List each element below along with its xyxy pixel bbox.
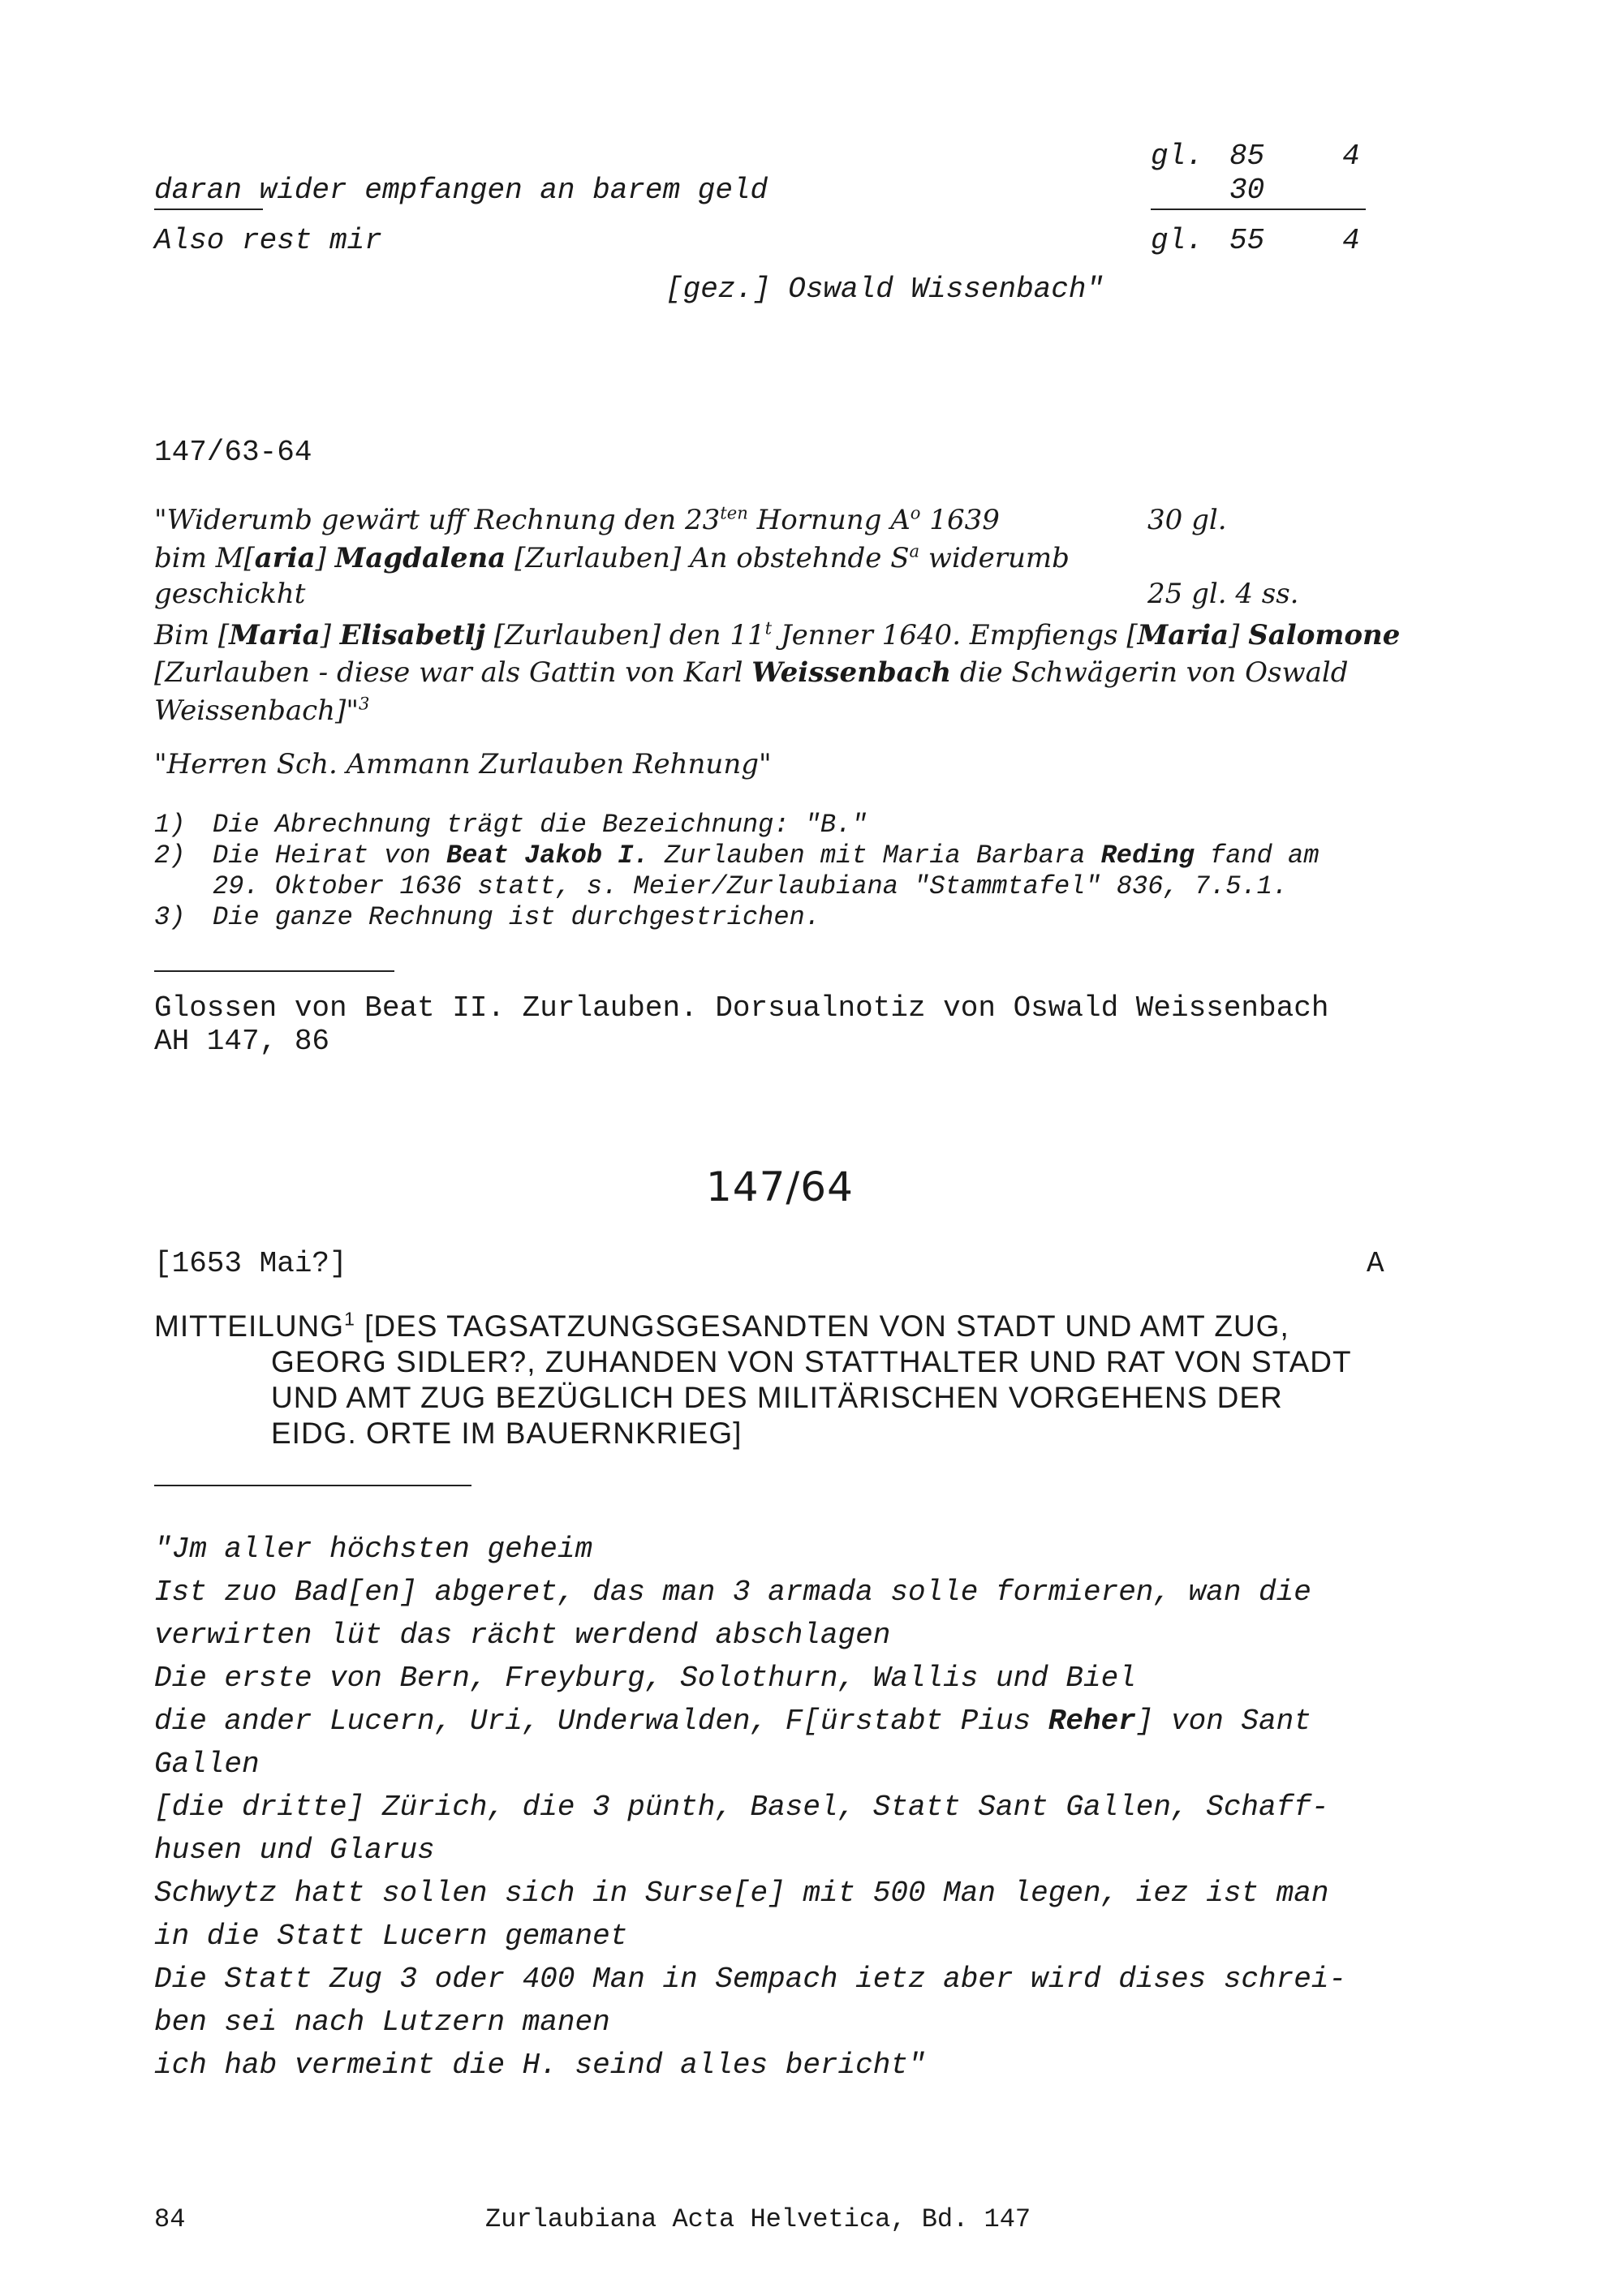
- text-line-11: Die Statt Zug 3 oder 400 Man in Sempach ietz aber wird dises schrei-: [154, 1963, 1347, 1996]
- script-line-4: Bim [Maria] Elisabetlj [Zurlauben] den 11$^t$ Jenner 1640. Empfiengs [Maria] Salomone: [154, 617, 1401, 651]
- document-number: 147/63-64: [154, 436, 312, 469]
- document-date: [1653 Mai?]: [154, 1247, 347, 1280]
- script-line-3-amount: 25 gl. 4 ss.: [1147, 578, 1299, 610]
- account-row3-currency: gl.: [1151, 224, 1203, 257]
- account-row1-currency: gl.: [1151, 140, 1203, 173]
- script-line-3: geschickht: [154, 578, 306, 610]
- script-line-1-amount: 30 gl.: [1147, 504, 1227, 536]
- account-row1-sub: 4: [1342, 140, 1360, 173]
- footnote-1: 1) Die Abrechnung trägt die Bezeichnung: "B.": [154, 810, 867, 840]
- text-line-1: "Jm aller höchsten geheim: [154, 1533, 593, 1566]
- gloss-line-2: AH 147, 86: [154, 1025, 330, 1058]
- footnote-2: 2) Die Heirat von Beat Jakob I. Zurlauben mit Maria Barbara Reding fand am: [154, 841, 1319, 871]
- document-title: 147/64: [706, 1163, 854, 1210]
- separator-rule-1: [154, 970, 394, 972]
- heading-line-4: EIDG. ORTE IM BAUERNKRIEG]: [271, 1417, 743, 1450]
- daran-underline: [154, 209, 263, 210]
- signature: [gez.] Oswald Wissenbach": [665, 273, 1104, 306]
- heading-line-3: UND AMT ZUG BEZÜGLICH DES MILITÄRISCHEN VORGEHENS DER: [271, 1381, 1283, 1414]
- account-row3-amount: 55: [1229, 224, 1265, 257]
- text-line-5: die ander Lucern, Uri, Underwalden, F[ürstabt Pius Reher] von Sant: [154, 1705, 1311, 1738]
- sum-rule: [1151, 209, 1366, 210]
- account-row3-sub: 4: [1342, 224, 1360, 257]
- text-line-8: husen und Glarus: [154, 1834, 435, 1867]
- gloss-line-1: Glossen von Beat II. Zurlauben. Dorsualnotiz von Oswald Weissenbach: [154, 991, 1329, 1025]
- text-line-4: Die erste von Bern, Freyburg, Solothurn, Wallis und Biel: [154, 1662, 1136, 1695]
- text-line-7: [die dritte] Zürich, die 3 pünth, Basel, Statt Sant Gallen, Schaff-: [154, 1791, 1329, 1824]
- account-row1-amount: 85: [1229, 140, 1265, 173]
- text-line-13: ich hab vermeint die H. seind alles bericht": [154, 2049, 926, 2082]
- publication-title: Zurlaubiana Acta Helvetica, Bd. 147: [485, 2204, 1031, 2234]
- separator-rule-2: [154, 1485, 471, 1486]
- account-row2-amount: 30: [1229, 174, 1265, 207]
- footnote-2-continuation: 29. Oktober 1636 statt, s. Meier/Zurlaubiana "Stammtafel" 836, 7.5.1.: [213, 871, 1289, 901]
- document-type-letter: A: [1367, 1247, 1384, 1280]
- text-line-3: verwirten lüt das rächt werdend abschlagen: [154, 1619, 891, 1652]
- heading-line-2: GEORG SIDLER?, ZUHANDEN VON STATTHALTER UND RAT VON STADT: [271, 1345, 1352, 1378]
- heading-line-1: MITTEILUNG$^1$ [DES TAGSATZUNGSGESANDTEN VON STADT UND AMT ZUG,: [154, 1308, 1289, 1343]
- text-line-12: ben sei nach Lutzern manen: [154, 2006, 610, 2039]
- account-row2-text: daran wider empfangen an barem geld: [154, 174, 768, 207]
- script-line-2: bim M[aria] Magdalena [Zurlauben] An obstehnde $S^a$ widerumb: [154, 540, 1070, 574]
- script-line-6: Weissenbach]"$^3$: [154, 693, 370, 727]
- footnote-3: 3) Die ganze Rechnung ist durchgestrichen.: [154, 902, 820, 932]
- text-line-9: Schwytz hatt sollen sich in Surse[e] mit 500 Man legen, iez ist man: [154, 1877, 1329, 1910]
- script-line-5: [Zurlauben - diese war als Gattin von Karl Weissenbach die Schwägerin von Oswald: [154, 656, 1349, 689]
- account-row3-text: Also rest mir: [154, 224, 382, 257]
- page-number: 84: [154, 2204, 186, 2234]
- script-line-1: "Widerumb gewärt uff Rechnung den $23^{ten}$ Hornung $A^o$ 1639: [154, 502, 1000, 536]
- text-line-6: Gallen: [154, 1748, 260, 1781]
- text-line-2: Ist zuo Bad[en] abgeret, das man 3 armada solle formieren, wan die: [154, 1576, 1311, 1609]
- text-line-10: in die Statt Lucern gemanet: [154, 1920, 628, 1953]
- script-line-7: "Herren Sch. Ammann Zurlauben Rehnung": [154, 748, 772, 780]
